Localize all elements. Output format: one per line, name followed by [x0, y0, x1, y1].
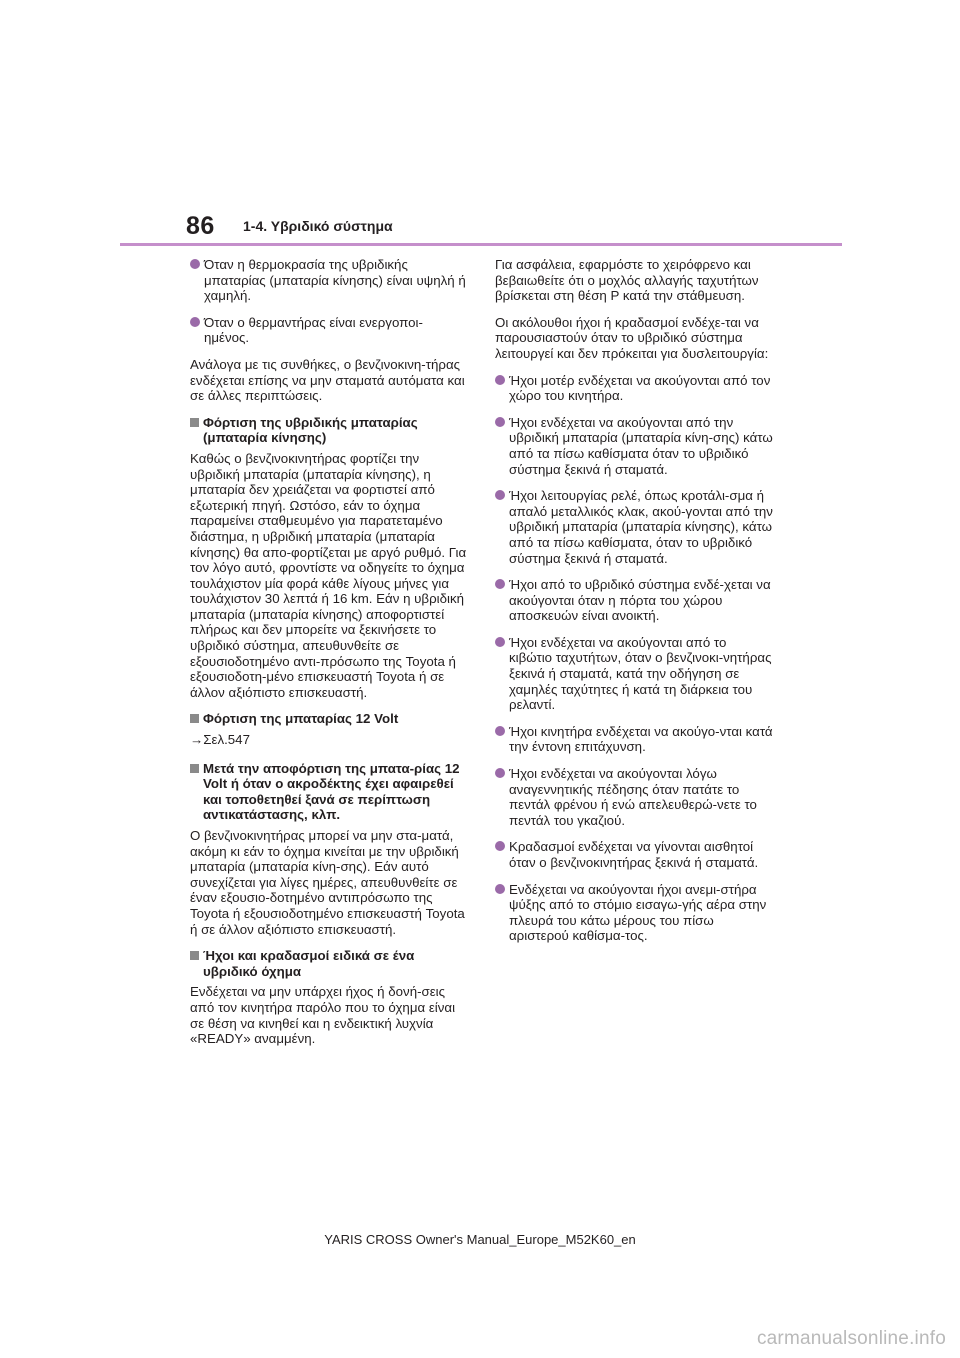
square-bullet-icon — [190, 418, 199, 427]
bullet-dot-icon — [495, 579, 505, 589]
body-paragraph: Καθώς ο βενζινοκινητήρας φορτίζει την υβριδική μπαταρία (μπαταρία κίνησης), η μπαταρία δεν χρειάζεται να φορτιστεί από εξωτερική πηγή. Ωστόσο, εάν το όχημα παραμείνει σταθμευμένο για παρατεταμένο διάστημα, η υβριδική μπαταρία (μπαταρία κίνησης) θα απο-φορτίζεται με αργό ρυθμό. Για τον λόγο αυτό, φροντίστε να οδηγείτε το όχημα τουλάχιστον μία φορά κάθε λίγους μήνες για τουλάχιστον 30 λεπτά ή 16 km. Εάν η υβριδική μπαταρία (μπαταρία κίνησης) αποφορτιστεί πλήρως και δεν μπορείτε να ξεκινήσετε το υβριδικό σύστημα, απευθυνθείτε σε εξουσιοδοτημένο αντι-πρόσωπο της Toyota ή εξουσιοδοτη-μένο επισκευαστή Toyota ή σε άλλον αξιόπιστο επισκευαστή. — [190, 450, 467, 700]
list-item — [495, 488, 773, 566]
body-paragraph: Ενδέχεται να μην υπάρχει ήχος ή δονή-σεις από τον κινητήρα παρόλο που το όχημα είναι σε θέση να κινηθεί και η ενδεικτική λυχνία «READY» αναμμένη. — [190, 984, 456, 1047]
list-item-text: Ήχοι κινητήρα ενδέχεται να ακούγο-νται κατά την έντονη επιτάχυνση. — [509, 723, 773, 755]
bullet-dot-icon — [495, 375, 505, 385]
bullet-dot-icon — [495, 884, 505, 894]
list-item — [495, 635, 773, 713]
list-item-text: Ενδέχεται να ακούγονται ήχοι ανεμι-στήρα ψύξης από το στόμιο εισαγω-γής αέρα στην πλευρά του κάτω μέρους του πίσω αριστερού καθίσμα-τος. — [509, 881, 767, 944]
subsection-heading — [190, 948, 468, 979]
header-divider — [120, 243, 842, 246]
page-reference-link[interactable]: →Σελ.547 — [190, 732, 250, 748]
list-item-text: Όταν ο θερμαντήρας είναι ενεργοποι-ημένος. — [204, 314, 423, 346]
list-item-text: Ήχοι λειτουργίας ρελέ, όπως κροτάλι-σμα ή απαλό μεταλλικός κλακ, ακού-γονται από την υβριδική μπαταρία (μπαταρία κίνησης), κάτω από τα πίσω καθίσματα, όταν το υβριδικό σύστημα ξεκινά ή σταματά. — [509, 488, 773, 566]
bullet-dot-icon — [495, 490, 505, 500]
heading-text: Φόρτιση της υβριδικής μπαταρίας (μπαταρία κίνησης) — [203, 414, 418, 446]
right-column — [495, 257, 773, 955]
body-paragraph: Ανάλογα με τις συνθήκες, ο βενζινοκινη-τήρας ενδέχεται επίσης να μην σταματά αυτόματα και σε άλλες περιπτώσεις. — [190, 356, 465, 404]
subsection-heading — [190, 415, 468, 446]
square-bullet-icon — [190, 951, 199, 960]
bullet-dot-icon — [495, 768, 505, 778]
list-item — [495, 724, 773, 755]
heading-text: Φόρτιση της μπαταρίας 12 Volt — [203, 711, 399, 727]
bullet-dot-icon — [495, 637, 505, 647]
list-item-text: Ήχοι μοτέρ ενδέχεται να ακούγονται από τον χώρο του κινητήρα. — [509, 372, 771, 404]
page-footer: YARIS CROSS Owner's Manual_Europe_M52K60_en — [324, 1232, 636, 1247]
list-item-text: Ήχοι ενδέχεται να ακούγονται λόγω αναγεννητικής πέδησης όταν πατάτε το πεντάλ φρένου ή ενώ απελευθερώ-νετε το πεντάλ του γκαζιού. — [509, 766, 757, 828]
list-item — [495, 839, 773, 870]
list-item-text: Κραδασμοί ενδέχεται να γίνονται αισθητοί όταν ο βενζινοκινητήρας ξεκινά ή σταματά. — [509, 839, 759, 870]
list-item-text: Όταν η θερμοκρασία της υβριδικής μπαταρίας (μπαταρία κίνησης) είναι υψηλή ή χαμηλή. — [204, 257, 466, 304]
list-item — [495, 577, 773, 624]
list-item — [495, 373, 773, 404]
bullet-dot-icon — [495, 417, 505, 427]
list-item — [190, 315, 468, 346]
list-item — [190, 257, 468, 304]
heading-text: Μετά την αποφόρτιση της μπατα-ρίας 12 Volt ή όταν ο ακροδέκτης έχει αφαιρεθεί και τοποθετηθεί ξανά σε περίπτωση αντικατάστασης, κλπ. — [203, 760, 460, 823]
body-paragraph: Ο βενζινοκινητήρας μπορεί να μην στα-ματά, ακόμη κι εάν το όχημα κινείται με την υβριδική μπαταρία (μπαταρία κίνη-σης). Εάν αυτό συνεχίζεται για λίγες ημέρες, απευθυνθείτε σε έναν εξουσιο-δοτημένο αντιπρόσωπο της Toyota ή εξουσιοδοτημένο επισκευαστή Toyota ή σε άλλον αξιόπιστο επισκευαστή. — [190, 828, 465, 937]
watermark: carmanualsonline.info — [756, 1328, 946, 1349]
list-item — [495, 882, 773, 944]
heading-text: Ήχοι και κραδασμοί ειδικά σε ένα υβριδικό όχημα — [203, 948, 415, 979]
subsection-heading — [190, 761, 468, 823]
bullet-dot-icon — [190, 259, 200, 269]
body-paragraph: Για ασφάλεια, εφαρμόστε το χειρόφρενο και βεβαιωθείτε ότι ο μοχλός αλλαγής ταχυτήτων βρίσκεται στη θέση P κατά την στάθμευση. — [495, 257, 759, 304]
list-item — [495, 766, 773, 828]
body-paragraph: Οι ακόλουθοι ήχοι ή κραδασμοί ενδέχε-ται να παρουσιαστούν όταν το υβριδικό σύστημα λειτουργεί και δεν πρόκειται για δυσλειτουργία: — [495, 314, 769, 361]
bullet-dot-icon — [495, 841, 505, 851]
subsection-heading — [190, 711, 468, 727]
section-title: 1-4. Υβριδικό σύστημα — [243, 218, 393, 234]
left-column — [190, 257, 468, 1058]
square-bullet-icon — [190, 764, 199, 773]
list-item-text: Ήχοι ενδέχεται να ακούγονται από την υβριδική μπαταρία (μπαταρία κίνη-σης) κάτω από τα πίσω καθίσματα όταν το υβριδικό σύστημα ξεκινά ή σταματά. — [509, 414, 773, 477]
list-item — [495, 415, 773, 477]
bullet-dot-icon — [190, 317, 200, 327]
square-bullet-icon — [190, 714, 199, 723]
bullet-dot-icon — [495, 726, 505, 736]
list-item-text: Ήχοι ενδέχεται να ακούγονται από το κιβώτιο ταχυτήτων, όταν ο βενζινοκι-νητήρας ξεκινά ή σταματά, κατά την οδήγηση σε χαμηλές ταχύτητες ή κατά τη διάρκεια του ρελαντί. — [509, 634, 772, 713]
page-number: 86 — [186, 212, 215, 240]
list-item-text: Ήχοι από το υβριδικό σύστημα ενδέ-χεται να ακούγονται όταν η πόρτα του χώρου αποσκευών είναι ανοικτή. — [509, 577, 771, 624]
